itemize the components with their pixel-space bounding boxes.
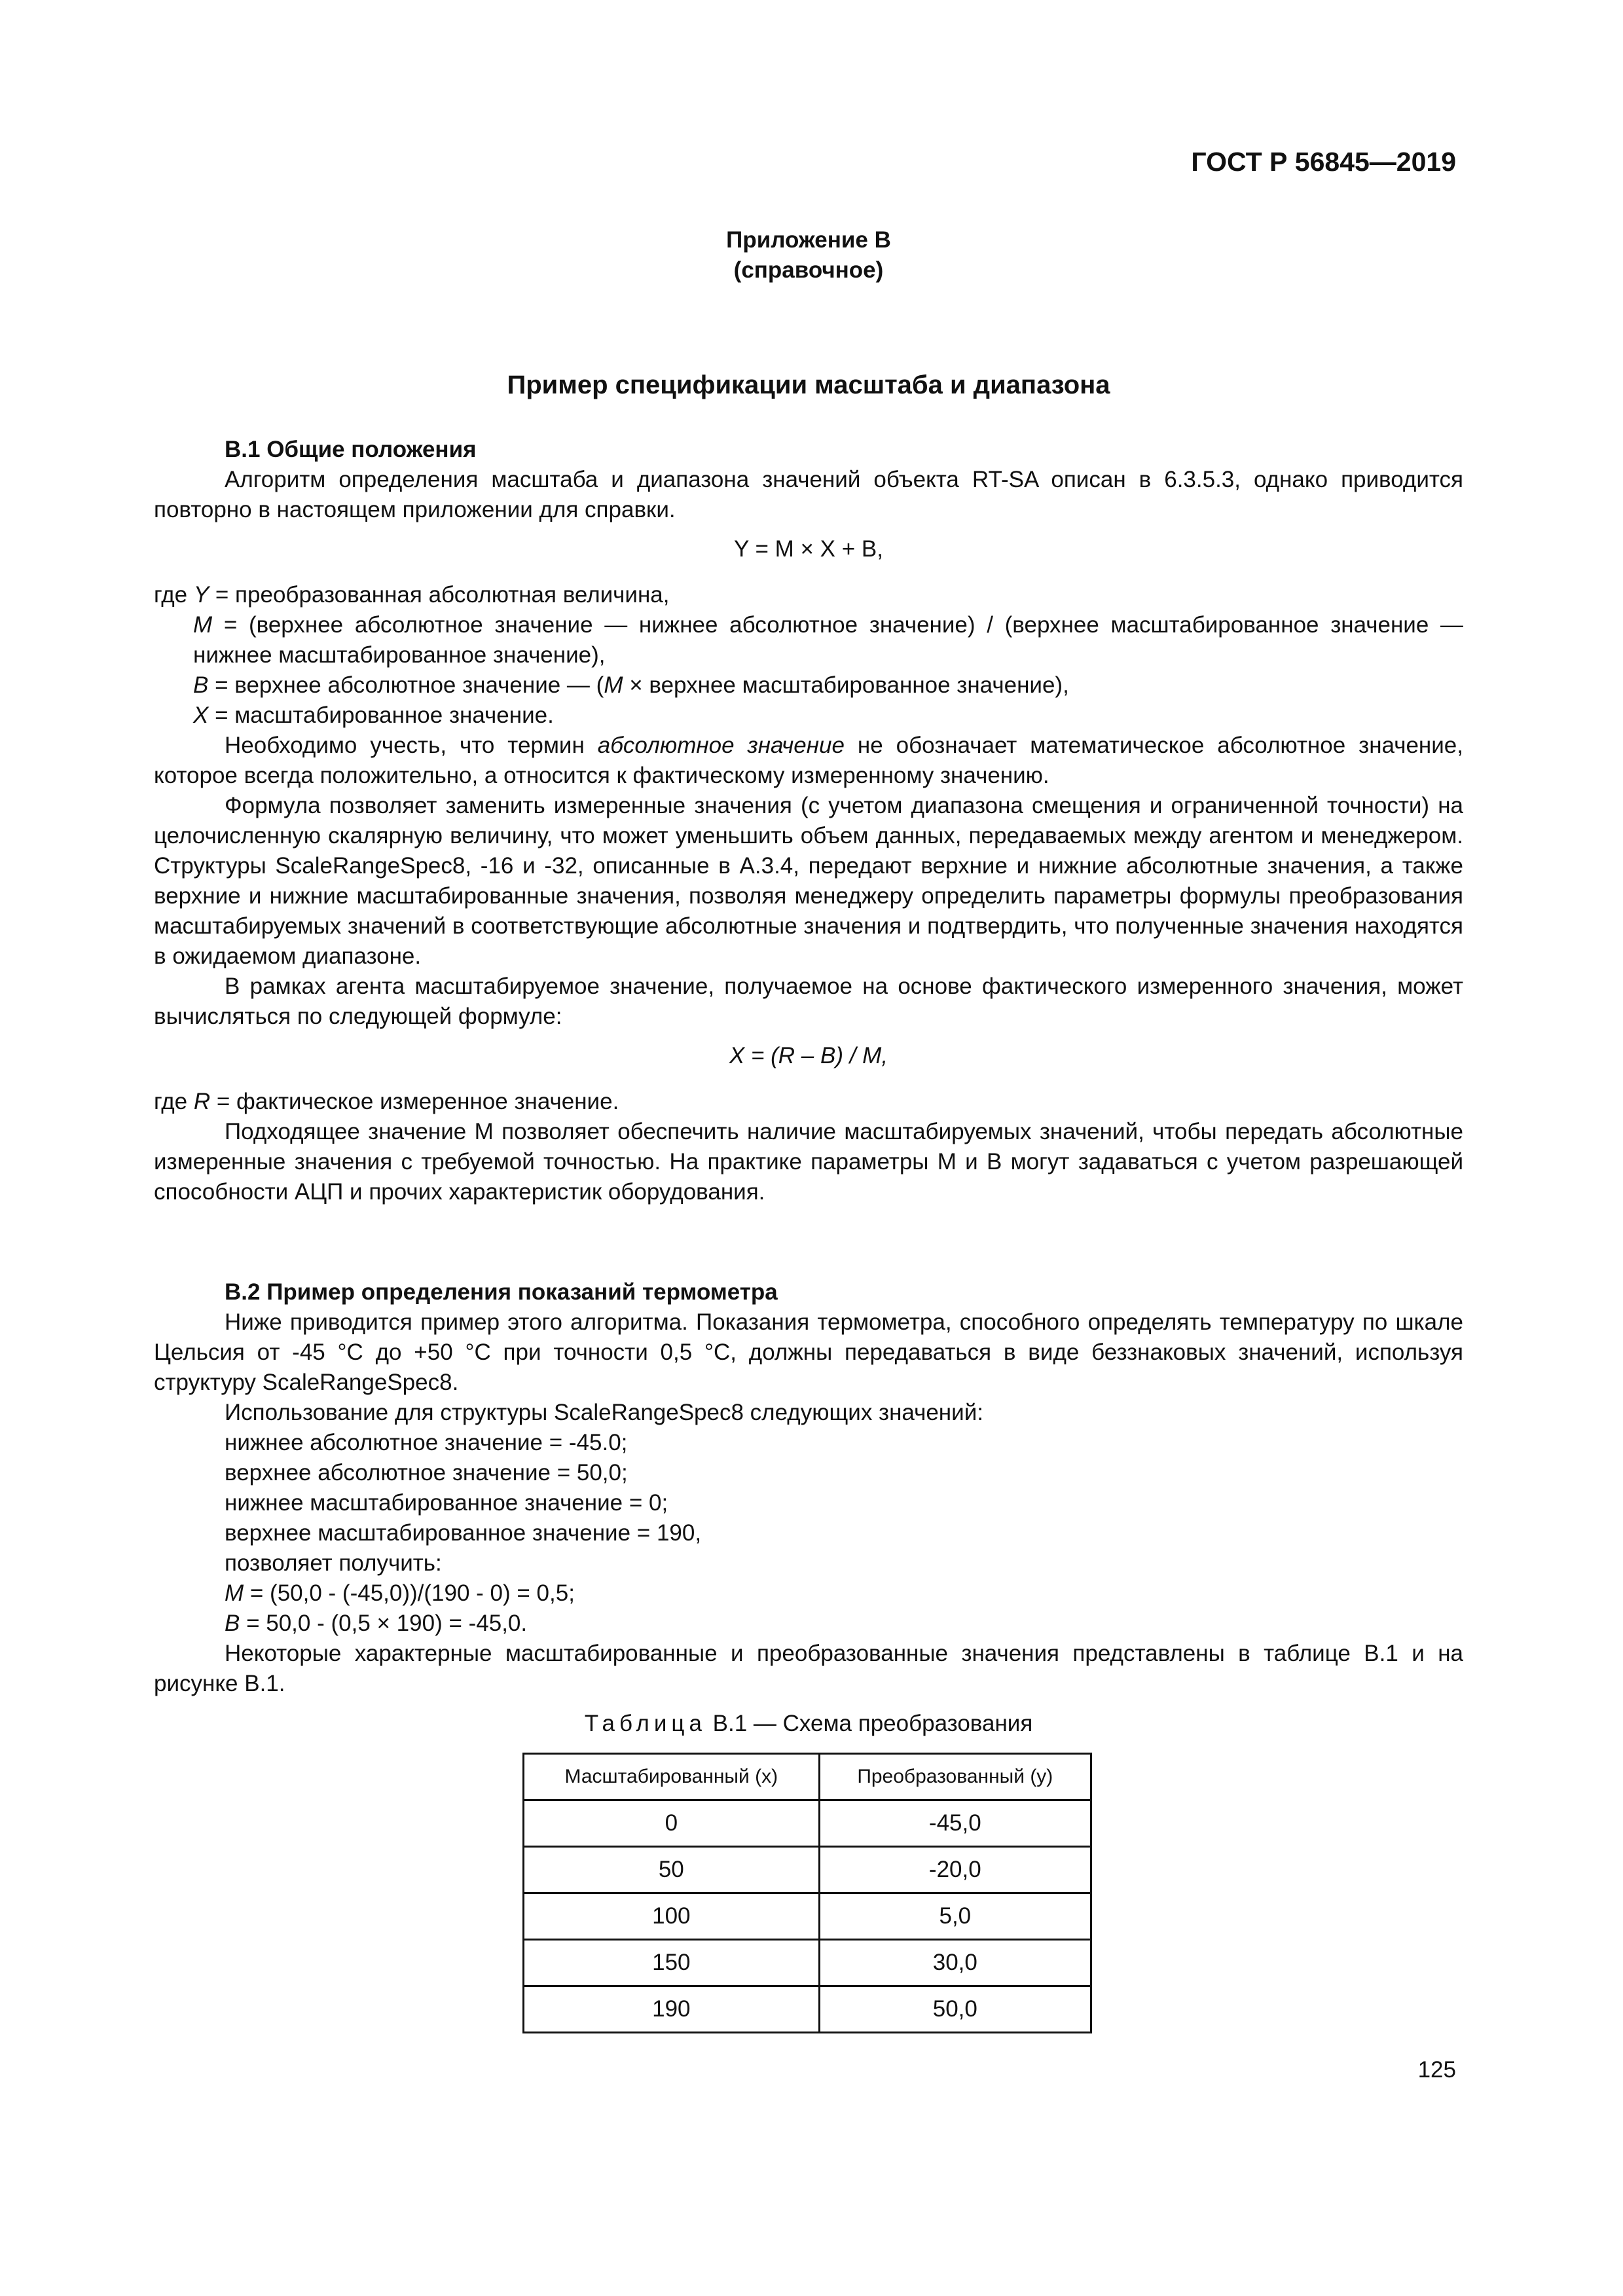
- table-cell: -20,0: [819, 1847, 1091, 1893]
- standard-number: ГОСТ Р 56845—2019: [1191, 147, 1456, 177]
- appendix-heading: [154, 225, 1463, 285]
- column-header: Преобразованный (y): [819, 1754, 1091, 1800]
- list-item: B = 50,0 - (0,5 × 190) = -45,0.: [225, 1611, 528, 1636]
- paragraph: Необходимо учесть, что термин абсолютное значение не обозначает математическое абсолютное значение, которое всегда положительно, а относится к фактическому измеренному значению.: [154, 733, 1463, 788]
- table-row: [524, 1847, 1091, 1893]
- section-b2: [154, 1277, 1463, 1699]
- table-cell: 150: [524, 1940, 820, 1986]
- table-row: [524, 1893, 1091, 1940]
- table-header-row: [524, 1754, 1091, 1800]
- column-header: Масштабированный (x): [524, 1754, 820, 1800]
- paragraph: Формула позволяет заменить измеренные значения (с учетом диапазона смещения и ограниченной точности) на целочисленную скалярную величину, что может уменьшить объем данных, передаваемых между агентом и менеджером. Структуры ScaleRangeSpec8, -16 и -32, описанные в А.3.4, передают верхние и нижние абсолютные значения, а также верхние и нижние масштабированные значения, позволяя менеджеру определить параметры формулы преобразования масштабируемых значений в соответствующие абсолютные значения и подтвердить, что полученные значения находятся в ожидаемом диапазоне.: [154, 793, 1463, 969]
- main-title: Пример спецификации масштаба и диапазона: [507, 371, 1110, 399]
- table-cell: 100: [524, 1893, 820, 1940]
- table-caption: Таблица В.1 — Схема преобразования: [584, 1711, 1033, 1736]
- definition-r: где R = фактическое измеренное значение.: [154, 1089, 619, 1114]
- list-item: нижнее абсолютное значение = -45.0;: [225, 1430, 628, 1455]
- table-cell: 190: [524, 1986, 820, 2033]
- paragraph: Ниже приводится пример этого алгоритма. Показания термометра, способного определять температуру по шкале Цельсия от -45 °С до +50 °С при точности 0,5 °С, должны передаваться в виде беззнаковых значений, используя структуру ScaleRangeSpec8.: [154, 1309, 1463, 1395]
- definition-b: B = верхнее абсолютное значение — (M × верхнее масштабированное значение),: [193, 672, 1069, 698]
- table-cell: 50,0: [819, 1986, 1091, 2033]
- table-row: [524, 1986, 1091, 2033]
- section-heading: В.1 Общие положения: [225, 437, 477, 462]
- paragraph: Алгоритм определения масштаба и диапазона значений объекта RT-SA описан в 6.3.5.3, однако приводится повторно в настоящем приложении для справки.: [154, 467, 1463, 522]
- table-cell: 30,0: [819, 1940, 1091, 1986]
- paragraph: Некоторые характерные масштабированные и преобразованные значения представлены в таблице В.1 и на рисунке В.1.: [154, 1641, 1463, 1696]
- table-row: [524, 1940, 1091, 1986]
- table-cell: -45,0: [819, 1800, 1091, 1847]
- section-heading: В.2 Пример определения показаний термометра: [225, 1279, 778, 1305]
- definition-x: X = масштабированное значение.: [193, 702, 554, 728]
- table-cell: 0: [524, 1800, 820, 1847]
- list-item: верхнее абсолютное значение = 50,0;: [225, 1460, 628, 1485]
- table-cell: 5,0: [819, 1893, 1091, 1940]
- section-b1: [154, 435, 1463, 1207]
- definition-y: где Y = преобразованная абсолютная величина,: [154, 582, 670, 608]
- list-item: верхнее масштабированное значение = 190,: [225, 1520, 702, 1546]
- appendix-title: Приложение В: [726, 227, 891, 253]
- paragraph: Использование для структуры ScaleRangeSpec8 следующих значений:: [225, 1400, 983, 1425]
- formula: X = (R – B) / M,: [729, 1043, 888, 1068]
- table-cell: 50: [524, 1847, 820, 1893]
- page-number: 125: [1417, 2057, 1456, 2083]
- list-item: M = (50,0 - (-45,0))/(190 - 0) = 0,5;: [225, 1580, 575, 1606]
- table-row: [524, 1800, 1091, 1847]
- paragraph: Подходящее значение М позволяет обеспечить наличие масштабируемых значений, чтобы передать абсолютные измеренные значения с требуемой точностью. На практике параметры М и В могут задаваться с учетом разрешающей способности АЦП и прочих характеристик оборудования.: [154, 1119, 1463, 1205]
- list-item: позволяет получить:: [225, 1550, 442, 1576]
- formula: Y = M × X + B,: [734, 536, 883, 562]
- appendix-note: (справочное): [733, 257, 884, 283]
- paragraph: В рамках агента масштабируемое значение, получаемое на основе фактического измеренного значения, может вычисляться по следующей формуле:: [154, 974, 1463, 1029]
- conversion-table: [522, 1753, 1092, 2033]
- list-item: нижнее масштабированное значение = 0;: [225, 1490, 668, 1516]
- definition-m: M = (верхнее абсолютное значение — нижнее абсолютное значение) / (верхнее масштабированное значение — нижнее масштабированное значение),: [193, 612, 1463, 668]
